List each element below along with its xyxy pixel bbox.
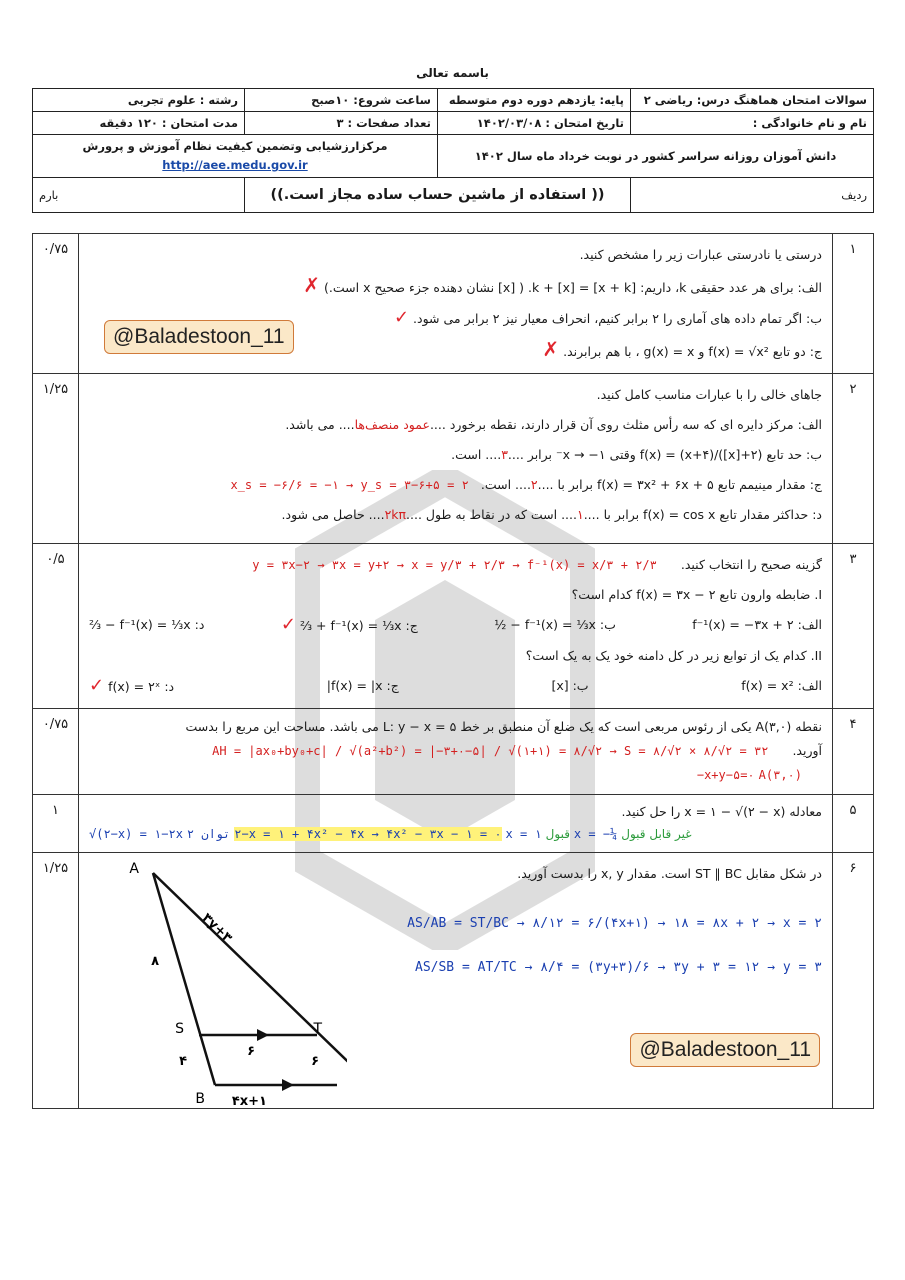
course-label: سوالات امتحان هماهنگ درس: ریاضی ۲ bbox=[631, 89, 874, 112]
q3-ii-option-c[interactable]: ج: f(x) = |x| bbox=[326, 678, 399, 693]
correct-mark-icon: ✓ bbox=[393, 307, 410, 328]
q3-sub-i: I. ضابطه وارون تابع f(x) = ۳x − ۲ کدام است؟ bbox=[571, 587, 822, 602]
question-number: ۱ bbox=[833, 234, 874, 374]
q5-text: معادله x = ۱ − √(۲ − x) را حل کنید. bbox=[621, 804, 822, 819]
q6-text: در شکل مقابل ST ∥ BC است. مقدار x, y را بدست آورید. bbox=[517, 866, 822, 881]
q4-text-end: آورید. bbox=[792, 743, 822, 758]
q2-answer-c: ۲ bbox=[530, 477, 538, 492]
q4-handwritten-point: A(۳,۰) bbox=[758, 768, 802, 782]
question-score: ۱/۲۵ bbox=[33, 374, 79, 544]
calculator-note: (( استفاده از ماشین حساب ساده مجاز است.)) bbox=[245, 178, 631, 213]
q4-handwritten-line: −x+y−۵=۰ bbox=[696, 768, 755, 782]
q2-answer-b: ۳ bbox=[501, 447, 508, 462]
q3-i-option-d[interactable]: د: f⁻¹(x) = ⅓x − ⅔ bbox=[89, 617, 205, 632]
q5-work-a: √(۲−x) = ۱−۲x bbox=[89, 827, 183, 841]
question-score: ۰/۷۵ bbox=[33, 234, 79, 374]
q3-i-option-b[interactable]: ب: f⁻¹(x) = ⅓x − ½ bbox=[494, 617, 616, 632]
q3-i-option-c[interactable] bbox=[281, 610, 418, 641]
q3-ii-option-b[interactable]: ب: [x] bbox=[551, 678, 589, 693]
question-number: ۴ bbox=[833, 709, 874, 795]
q2-answer-d1: ۱ bbox=[576, 507, 584, 522]
pages-cell: تعداد صفحات : ۳ bbox=[245, 112, 438, 135]
q4-handwritten-calc: AH = |ax₀+by₀+c| / √(a²+b²) = |−۳+۰−۵| / √(۱+۱) = ۸/√۲ → S = ۸/√۲ × ۸/√۲ = ۳۲ bbox=[212, 744, 769, 758]
question-row: ۲ جاهای خالی را با عبارات مناسب کامل کنید. الف: مرکز دایره ای که سه رأس مثلث روی آن قرار دارند، نقطه برخورد ....عمود منصف‌ها.... می باشد. ب: حد تابع f(x) = (x+۴)/([x]+۲) وقتی x → −۱⁻ برابر ....۳.... است. ج: مقدار مینیمم تابع f(x) = ۳x² + ۶x + ۵ برابر با ....۲.... است. x_s = −۶/۶ = −۱ → y_s = ۳−۶+۵ = ۲ د: حداکثر مقدار تابع f(x) = cos x برابر با ....۱.... است که در نقاط به طول ....۲kπ.... حاصل می شود. ۱/۲۵ bbox=[33, 374, 874, 544]
q2-answer-a: عمود منصف‌ها bbox=[354, 417, 430, 432]
q2-handwritten-work: x_s = −۶/۶ = −۱ → y_s = ۳−۶+۵ = ۲ bbox=[230, 478, 469, 492]
q5-solution-2-note: غیر قابل قبول bbox=[621, 827, 692, 841]
watermark-badge: @Baladestoon_11 bbox=[630, 1033, 820, 1067]
question-number: ۳ bbox=[833, 544, 874, 709]
label-at: ۳y+۳ bbox=[198, 910, 235, 946]
question-row bbox=[33, 795, 874, 853]
q2-part-b-end: است. bbox=[451, 447, 482, 462]
q1-intro: درستی یا نادرستی عبارات زیر را مشخص کنید. bbox=[579, 247, 822, 262]
q6-work-1: AS/AB = ST/BC → ۸/۱۲ = ۶/(۴x+۱) → ۱۸ = ۸x + ۲ → x = ۲ bbox=[407, 916, 822, 931]
q2-part-b: ب: حد تابع f(x) = (x+۴)/([x]+۲) وقتی x → −۱⁻ برابر bbox=[527, 447, 822, 462]
duration-cell: مدت امتحان : ۱۲۰ دقیقه bbox=[33, 112, 245, 135]
q2-part-a: الف: مرکز دایره ای که سه رأس مثلث روی آن قرار دارند، نقطه برخورد bbox=[449, 417, 822, 432]
start-time-cell: ساعت شروع: ۱۰صبح bbox=[245, 89, 438, 112]
score-label: بارم bbox=[33, 178, 245, 213]
top-title: باسمه تعالی bbox=[416, 66, 489, 80]
q3-sub-ii: II. کدام یک از توابع زیر در کل دامنه خود یک به یک است؟ bbox=[525, 648, 822, 663]
q3-i-option-a[interactable]: الف: f⁻¹(x) = −۳x + ۲ bbox=[692, 617, 822, 632]
label-bc: ۴x+۱ bbox=[231, 1094, 267, 1105]
q2-part-d: د: حداکثر مقدار تابع f(x) = cos x برابر با bbox=[603, 507, 822, 522]
question-row bbox=[33, 234, 874, 374]
parallel-arrow-icon bbox=[257, 1029, 269, 1041]
question-score: ۰/۷۵ bbox=[33, 709, 79, 795]
vertex-s: S bbox=[175, 1021, 184, 1037]
label-sb: ۴ bbox=[179, 1054, 187, 1069]
center-note: مرکزارزشیابی وتضمین کیفیت نظام آموزش و پرورش bbox=[82, 139, 388, 153]
q5-solution-1-note: قبول bbox=[545, 827, 570, 841]
vertex-b: B bbox=[195, 1091, 205, 1105]
q5-work-b: توان ۲ bbox=[186, 827, 231, 841]
center-url-link[interactable]: http://aee.medu.gov.ir bbox=[162, 158, 308, 172]
q3-ii-option-a[interactable]: الف: f(x) = x² bbox=[741, 678, 822, 693]
field-cell: رشته : علوم تجربی bbox=[33, 89, 245, 112]
q1-part-c: ج: دو تابع f(x) = √x² و g(x) = x ، با هم برابرند. bbox=[563, 344, 822, 359]
exam-date-cell: تاریخ امتحان : ۱۴۰۲/۰۳/۰۸ bbox=[438, 112, 631, 135]
wrong-mark-icon: ✗ bbox=[303, 273, 321, 297]
label-st: ۶ bbox=[247, 1044, 255, 1059]
question-row bbox=[33, 544, 874, 709]
q5-work-c: ۲−x = ۱ + ۴x² − ۴x → ۴x² − ۳x − ۱ = ۰ bbox=[234, 827, 502, 841]
q2-part-c: ج: مقدار مینیمم تابع f(x) = ۳x² + ۶x + ۵ برابر با bbox=[557, 477, 822, 492]
q3-handwritten-work: y = ۳x−۲ → ۳x = y+۲ → x = y/۳ + ۲/۳ → f⁻¹(x) = x/۳ + ۲/۳ bbox=[252, 558, 657, 572]
question-score: ۱ bbox=[33, 795, 79, 853]
correct-mark-icon: ✓ bbox=[280, 614, 296, 635]
wrong-mark-icon: ✗ bbox=[542, 337, 560, 361]
question-score: ۱/۲۵ bbox=[33, 853, 79, 1109]
watermark-badge: @Baladestoon_11 bbox=[104, 320, 294, 354]
question-number: ۵ bbox=[833, 795, 874, 853]
question-number: ۶ bbox=[833, 853, 874, 1109]
q5-solution-2: x = −¼ bbox=[573, 827, 618, 841]
q2-part-d-end: حاصل می شود. bbox=[281, 507, 365, 522]
question-row bbox=[33, 853, 874, 1109]
q2-answer-d2: ۲kπ bbox=[384, 507, 407, 522]
vertex-t: T bbox=[313, 1021, 322, 1037]
q3-ii-option-d[interactable] bbox=[89, 671, 174, 702]
question-number: ۲ bbox=[833, 374, 874, 544]
q1-part-b: ب: اگر تمام داده های آماری را ۲ برابر کنیم، انحراف معیار نیز ۲ برابر می شود. bbox=[413, 311, 822, 326]
exam-header-table bbox=[32, 88, 874, 213]
name-label: نام و نام خانوادگی : bbox=[631, 112, 874, 135]
question-score: ۰/۵ bbox=[33, 544, 79, 709]
row-label: ردیف bbox=[631, 178, 874, 213]
q2-part-c-end: است. bbox=[480, 477, 512, 492]
q3-i-option-c-text: ج: f⁻¹(x) = ⅓x + ⅔ bbox=[299, 618, 418, 633]
question-row bbox=[33, 709, 874, 795]
parallel-arrow-icon bbox=[282, 1079, 294, 1091]
q5-solution-1: x = ۱ bbox=[505, 827, 542, 841]
students-note: دانش آموزان روزانه سراسر کشور در نوبت خرداد ماه سال ۱۴۰۲ bbox=[438, 135, 874, 178]
q2-part-a-end: می باشد. bbox=[285, 417, 335, 432]
correct-mark-icon: ✓ bbox=[89, 675, 105, 696]
q2-intro: جاهای خالی را با عبارات مناسب کامل کنید. bbox=[596, 387, 822, 402]
q2-part-d-mid: است که در نقاط به طول bbox=[425, 507, 558, 522]
vertex-a: A bbox=[129, 861, 139, 877]
triangle-figure bbox=[87, 855, 347, 1105]
label-as: ۸ bbox=[151, 954, 159, 969]
q3-ii-option-d-text: د: f(x) = ۲ˣ bbox=[108, 679, 175, 694]
q1-part-a: الف: برای هر عدد حقیقی k، داریم: [x + k] = [x] + k. ( [x] نشان دهنده جزء صحیح x است.) bbox=[324, 280, 822, 295]
q3-intro: گزینه صحیح را انتخاب کنید. bbox=[680, 557, 822, 572]
grade-cell: پایه: یازدهم دوره دوم متوسطه bbox=[438, 89, 631, 112]
q6-work-2: AS/SB = AT/TC → ۸/۴ = (۳y+۳)/۶ → ۳y + ۳ = ۱۲ → y = ۳ bbox=[415, 960, 822, 975]
label-tc: ۶ bbox=[311, 1054, 319, 1069]
questions-table bbox=[32, 233, 874, 1109]
q4-text: نقطه A(۳,۰) یکی از رئوس مربعی است که یک ضلع آن منطبق بر خط L: y − x = ۵ می باشد. مساحت این مربع را بدست bbox=[185, 719, 822, 734]
